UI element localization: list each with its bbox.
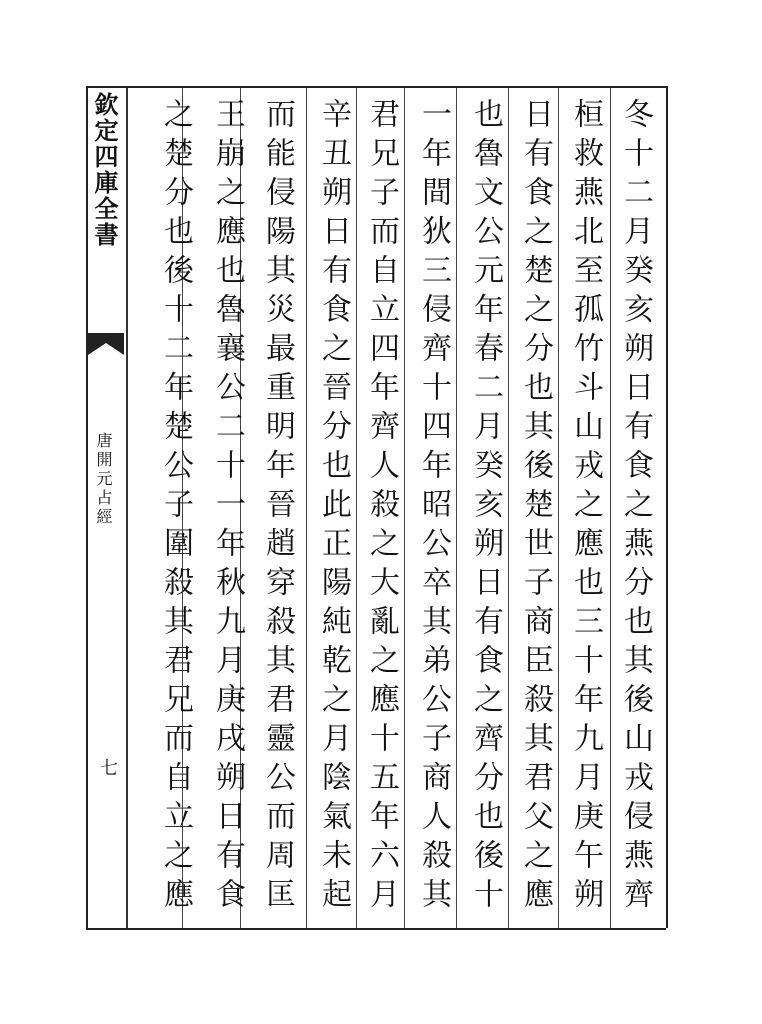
column-rule [558,88,559,928]
text-column-2: 桓救燕北至孤竹斗山戎之應也三十年九月庚午朔 [568,98,603,917]
margin-separator [126,88,128,928]
fishtail-ornament-icon [88,333,124,355]
frame-bottom-border [86,928,666,930]
frame-right-border [666,86,668,928]
column-rule [356,88,357,928]
text-column-10: 之楚分也後十二年楚公子圍殺其君兄而自立之應 [158,98,193,917]
page-number: 七 [97,758,118,776]
frame-top-border [86,86,666,88]
text-column-4: 也魯文公元年春二月癸亥朔日有食之齊分也後十 [468,98,503,917]
column-rule [404,88,405,928]
collection-title: 欽定四庫全書 [90,92,119,248]
text-column-9: 王崩之應也魯襄公二十一年秋九月庚戌朔日有食 [210,98,245,917]
column-rule [306,88,307,928]
text-column-6: 君兄子而自立四年齊人殺之大亂之應十五年六月 [364,98,399,917]
text-column-1: 冬十二月癸亥朔日有食之燕分也其後山戎侵燕齊 [618,98,653,917]
column-rule [610,88,611,928]
text-column-5: 一年間狄三侵齊十四年昭公卒其弟公子商人殺其 [416,98,451,917]
text-column-8: 而能侵陽其災最重明年晉趙穿殺其君靈公而周匡 [260,98,295,917]
text-column-3: 日有食之楚之分也其後楚世子商臣殺其君父之應 [518,98,553,917]
book-title: 唐開元占經 [94,432,113,527]
column-rule [508,88,509,928]
text-column-7: 辛丑朔日有食之晉分也此正陽純乾之月陰氣未起 [316,98,351,917]
column-rule [456,88,457,928]
